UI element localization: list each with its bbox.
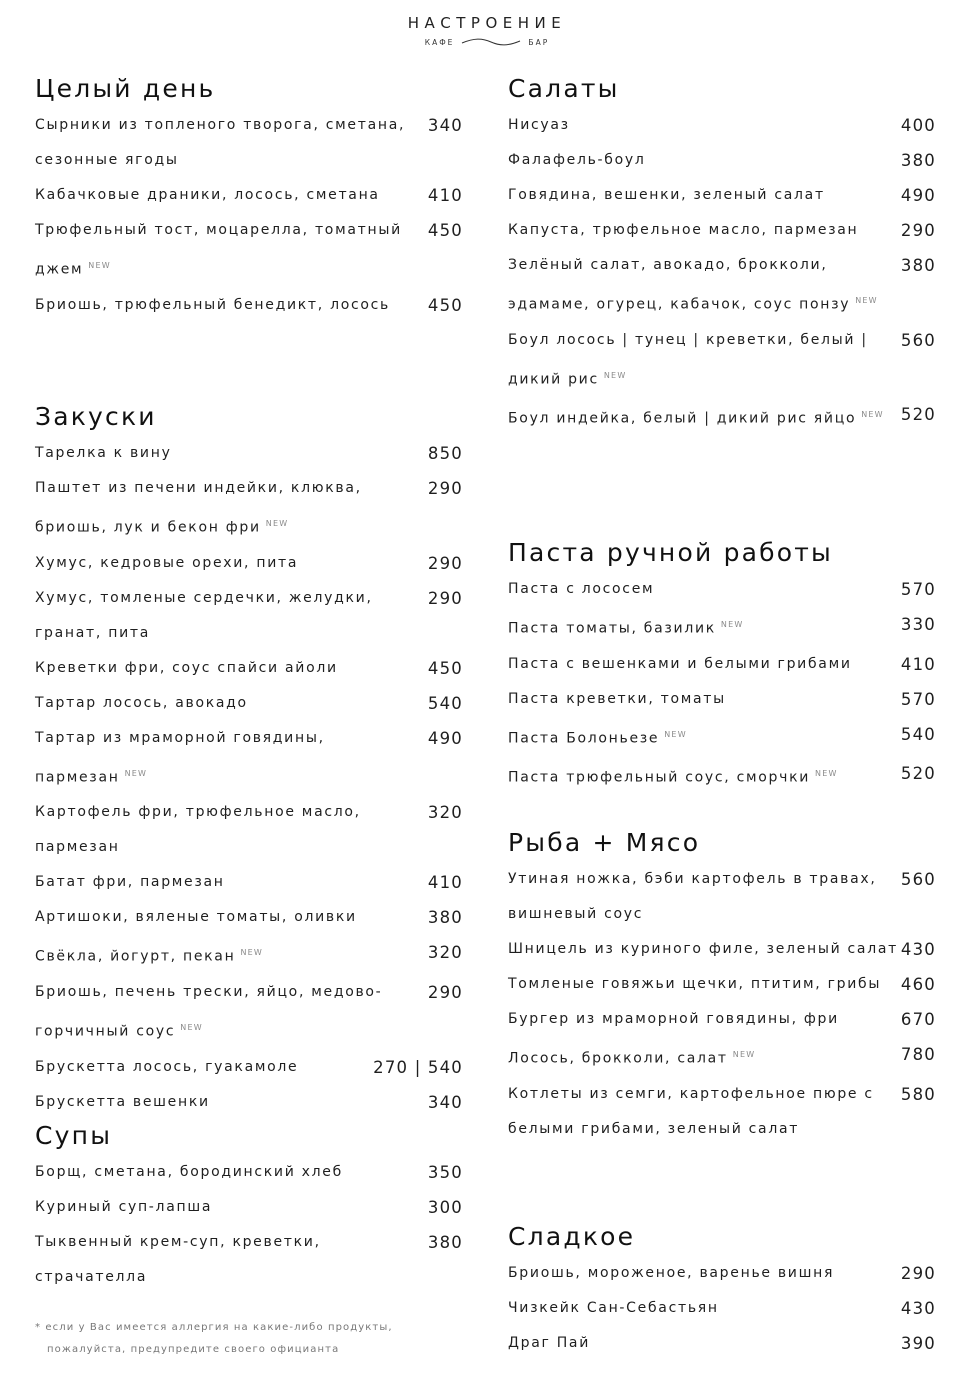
menu-item — [35, 721, 463, 796]
menu-item-name — [35, 288, 428, 323]
menu-item-name — [508, 1326, 901, 1361]
menu-item-price: 540 — [427, 693, 463, 713]
menu-item-name-text: Котлеты из семги, картофельное пюре с белыми грибами, зеленый салат — [508, 1085, 874, 1137]
menu-item-price: 320 — [427, 943, 463, 963]
menu-item-name — [508, 647, 901, 682]
menu-item-name — [35, 436, 428, 471]
menu-item-name-text: Паста с вешенками и белыми грибами — [508, 655, 852, 672]
section-appetizers — [35, 400, 463, 1120]
menu-item — [35, 865, 463, 900]
menu-item — [508, 1256, 936, 1291]
menu-item-price: 520 — [900, 405, 936, 425]
menu-item-price: 450 — [427, 221, 463, 240]
menu-item-name-text: Лосось, брокколи, салат — [508, 1050, 728, 1067]
logo — [0, 14, 974, 47]
menu-item-name — [35, 900, 428, 935]
menu-item — [35, 213, 463, 288]
menu-item-price: 520 — [900, 764, 936, 784]
section-title: Закуски — [35, 402, 157, 431]
menu-item-name-text: Тыквенный крем-суп, креветки, страчателла — [35, 1234, 321, 1285]
menu-item — [35, 935, 463, 975]
menu-item — [35, 1190, 463, 1225]
menu-item-price: 290 — [427, 982, 463, 1002]
menu-item-name — [508, 1037, 901, 1077]
menu-item-name — [508, 1256, 901, 1291]
menu-item-name-text: Паста креветки, томаты — [508, 690, 726, 707]
section-title: Сладкое — [508, 1222, 636, 1251]
new-badge: NEW — [603, 370, 627, 380]
menu-item-name — [508, 178, 901, 213]
menu-item-price: 270 | 540 — [373, 1057, 463, 1077]
menu-item-name-text: Борщ, сметана, бородинский хлеб — [35, 1164, 343, 1180]
section-fish-meat — [508, 826, 936, 1147]
menu-item-name — [35, 1085, 428, 1120]
menu-item-price: 430 — [900, 1299, 936, 1318]
menu-item-price: 410 — [427, 873, 463, 893]
section-soups — [35, 1119, 463, 1295]
menu-item — [508, 248, 936, 323]
menu-item-name-text: Нисуаз — [508, 117, 570, 133]
menu-item-name-text: Говядина, вешенки, зеленый салат — [508, 187, 825, 203]
section-title: Рыба + Мясо — [508, 828, 701, 857]
menu-item-price: 380 — [900, 256, 936, 275]
menu-item-name-text: Бриошь, печень трески, яйцо, медово-горчичный соус — [35, 983, 383, 1040]
menu-item — [35, 108, 463, 178]
new-badge: NEW — [240, 948, 263, 958]
menu-item-price: 330 — [900, 615, 936, 634]
menu-item-price: 570 — [900, 580, 936, 599]
menu-item-name-text: Хумус, кедровые орехи, пита — [35, 554, 299, 571]
menu-item-name — [35, 721, 428, 796]
menu-item-name-text: Утиная ножка, бэби картофель в травах, вишневый соус — [508, 871, 877, 922]
menu-item-price: 320 — [427, 803, 463, 823]
menu-item-price: 290 — [900, 221, 936, 240]
menu-item-price: 850 — [427, 444, 463, 463]
menu-item-price: 400 — [900, 116, 936, 135]
section-desserts — [508, 1220, 936, 1361]
menu-item-price: 450 — [427, 658, 463, 678]
menu-item-price: 490 — [427, 728, 463, 748]
menu-item — [508, 178, 936, 213]
menu-item-name — [508, 967, 901, 1002]
menu-item-name — [35, 1190, 428, 1225]
menu-item-price: 560 — [900, 870, 936, 889]
menu-item-name — [508, 862, 901, 932]
menu-item — [508, 1037, 936, 1077]
menu-item — [508, 1291, 936, 1326]
menu-item — [508, 108, 936, 143]
menu-item — [508, 647, 936, 682]
menu-item — [508, 932, 936, 967]
menu-item-name — [35, 651, 428, 686]
menu-item-name — [35, 108, 428, 178]
menu-item — [35, 288, 463, 323]
new-badge: NEW — [861, 410, 884, 420]
menu-item-price: 430 — [900, 940, 936, 959]
menu-item-name-text: Паста томаты, базилик — [508, 620, 716, 637]
menu-item-name-text: Бриошь, трюфельный бенедикт, лосось — [35, 296, 391, 313]
menu-item-name-text: Тарелка к вину — [35, 445, 172, 461]
new-badge: NEW — [815, 769, 838, 779]
menu-item-name — [508, 213, 901, 248]
menu-item — [508, 143, 936, 178]
menu-item-name — [508, 1002, 901, 1037]
menu-item-name-text: Фалафель-боул — [508, 152, 646, 168]
menu-item-price: 450 — [427, 295, 463, 315]
menu-item-price: 290 — [427, 588, 463, 608]
section-title: Супы — [35, 1121, 113, 1150]
menu-item-price: 390 — [900, 1334, 936, 1353]
menu-item-name-text: Брускетта вешенки — [35, 1093, 210, 1110]
menu-item-name — [508, 1077, 901, 1147]
menu-item — [35, 436, 463, 471]
menu-item-price: 580 — [900, 1084, 936, 1104]
menu-item-name — [508, 323, 901, 398]
menu-item — [508, 572, 936, 607]
menu-item-name-text: Паста с лососем — [508, 581, 655, 597]
menu-item — [35, 975, 463, 1050]
menu-item-price: 410 — [427, 186, 463, 205]
menu-item-name-text: Чизкейк Сан-Себастьян — [508, 1300, 719, 1316]
menu-item — [508, 1002, 936, 1037]
new-badge: NEW — [265, 519, 289, 528]
new-badge: NEW — [180, 1022, 203, 1032]
menu-item-name-text: Тартар из мраморной говядины, пармезан — [35, 729, 325, 786]
menu-item-name-text: Трюфельный тост, моцарелла, томатный джем — [35, 222, 402, 278]
menu-item-price: 290 — [427, 553, 463, 573]
menu-item-price: 670 — [900, 1010, 936, 1029]
menu-item-name-text: Бриошь, мороженое, варенье вишня — [508, 1265, 835, 1281]
menu-item-name — [508, 682, 901, 717]
menu-item-name — [35, 213, 428, 288]
menu-item-name — [35, 935, 428, 975]
menu-item-name — [508, 248, 901, 323]
menu-item-name-text: Сырники из топленого творога, сметана, сезонные ягоды — [35, 117, 406, 168]
menu-item — [508, 607, 936, 647]
menu-item — [508, 862, 936, 932]
logo-left-word: КАФЕ — [424, 37, 455, 47]
menu-item-name-text: Картофель фри, трюфельное масло, пармезан — [35, 804, 361, 856]
menu-item-name — [35, 686, 428, 721]
menu-item — [508, 397, 936, 437]
menu-item-price: 340 — [427, 1092, 463, 1112]
menu-item-price: 540 — [900, 724, 936, 744]
logo-name: НАСТРОЕНИЕ — [407, 14, 567, 32]
new-badge: NEW — [855, 296, 878, 305]
footnote-line-1: * если у Вас имеется аллергия на какие-либо продукты, — [35, 1322, 393, 1333]
menu-item-name-text: Артишоки, вяленые томаты, оливки — [35, 909, 357, 926]
new-badge: NEW — [732, 1050, 756, 1059]
menu-item-name-text: Томленые говяжьи щечки, птитим, грибы — [508, 976, 882, 992]
new-badge: NEW — [664, 729, 687, 739]
menu-item-name-text: Зелёный салат, авокадо, брокколи, эдамаме, огурец, кабачок, соус понзу — [508, 257, 851, 313]
menu-item-name — [508, 717, 901, 757]
menu-item — [35, 546, 463, 581]
menu-item-price: 780 — [900, 1045, 936, 1064]
menu-item-price: 570 — [900, 689, 936, 709]
menu-item-name-text: Паста трюфельный соус, сморчки — [508, 769, 811, 786]
menu-item-name — [35, 546, 428, 581]
menu-item — [508, 213, 936, 248]
menu-item — [508, 323, 936, 398]
footnote-line-2: пожалуйста, предупредите своего официанта — [47, 1344, 340, 1355]
menu-item-name-text: Брускетта лосось, гуакамоле — [35, 1058, 299, 1075]
menu-item-name-text: Хумус, томленые сердечки, желудки, гранат, пита — [35, 589, 373, 641]
section-all-day — [35, 72, 463, 323]
section-salads — [508, 72, 936, 437]
menu-item — [508, 1077, 936, 1147]
menu-item-name — [35, 975, 428, 1050]
menu-item-name-text: Креветки фри, соус спайси айоли — [35, 659, 338, 676]
menu-item-name — [508, 607, 901, 647]
menu-item-price: 490 — [900, 186, 936, 205]
menu-item-price: 410 — [900, 654, 936, 674]
menu-item-name — [35, 1155, 428, 1190]
menu-item — [35, 795, 463, 865]
menu-item — [508, 967, 936, 1002]
section-title: Салаты — [508, 74, 620, 103]
menu-item-name-text: Боул индейка, белый | дикий рис яйцо — [508, 410, 857, 427]
menu-item — [35, 471, 463, 546]
menu-item-name — [508, 756, 901, 796]
section-pasta — [508, 536, 936, 796]
menu-item-name-text: Тартар лосось, авокадо — [35, 694, 248, 711]
menu-item-name — [508, 108, 901, 143]
menu-item-name — [35, 865, 428, 900]
logo-subtitle — [0, 37, 974, 47]
wave-icon — [460, 37, 522, 47]
menu-item-name — [35, 1050, 373, 1085]
menu-item-name-text: Свёкла, йогурт, пекан — [35, 948, 236, 965]
menu-item-name — [35, 471, 428, 546]
menu-item — [508, 717, 936, 757]
menu-item-name — [508, 1291, 901, 1326]
menu-item-name-text: Паштет из печени индейки, клюква, бриошь, лук и бекон фри — [35, 480, 362, 536]
menu-item — [35, 581, 463, 651]
menu-item — [35, 178, 463, 213]
section-title: Целый день — [35, 74, 216, 103]
new-badge: NEW — [124, 768, 148, 778]
menu-item-name-text: Кабачковые драники, лосось, сметана — [35, 187, 380, 203]
menu-item — [508, 1326, 936, 1361]
menu-item-name — [508, 572, 901, 607]
menu-item-price: 290 — [427, 479, 463, 498]
menu-item-name-text: Батат фри, пармезан — [35, 874, 225, 891]
menu-item — [35, 1155, 463, 1190]
menu-item-price: 380 — [900, 151, 936, 170]
new-badge: NEW — [88, 261, 111, 270]
logo-right-word: БАР — [528, 37, 550, 47]
menu-item-price: 350 — [427, 1163, 463, 1182]
menu-item-name-text: Шницель из куриного филе, зеленый салат — [508, 941, 898, 957]
menu-item — [35, 686, 463, 721]
menu-item — [35, 1225, 463, 1295]
menu-item-name — [508, 932, 901, 967]
menu-item-price: 380 — [427, 908, 463, 928]
menu-item-name — [508, 397, 901, 437]
menu-item — [508, 682, 936, 717]
new-badge: NEW — [720, 620, 744, 629]
menu-item — [508, 756, 936, 796]
menu-item-name — [35, 795, 428, 865]
section-title: Паста ручной работы — [508, 538, 833, 567]
menu-item-price: 380 — [427, 1233, 463, 1252]
menu-item-price: 460 — [900, 975, 936, 994]
menu-item-name — [35, 178, 428, 213]
menu-item-name — [35, 1225, 428, 1295]
menu-item-price: 340 — [427, 116, 463, 135]
menu-item-name-text: Паста Болоньезе — [508, 730, 660, 747]
menu-item — [35, 900, 463, 935]
menu-item-name — [35, 581, 428, 651]
menu-item-name — [508, 143, 901, 178]
menu-item-name-text: Куриный суп-лапша — [35, 1199, 213, 1215]
menu-item — [35, 1050, 463, 1085]
menu-item-name-text: Драг Пай — [508, 1335, 591, 1351]
menu-item-name-text: Бургер из мраморной говядины, фри — [508, 1011, 839, 1027]
menu-item-price: 300 — [427, 1198, 463, 1217]
menu-item — [35, 1085, 463, 1120]
menu-item — [35, 651, 463, 686]
menu-item-price: 560 — [900, 330, 936, 350]
menu-item-name-text: Капуста, трюфельное масло, пармезан — [508, 222, 859, 238]
menu-item-name-text: Боул лосось | тунец | креветки, белый | дикий рис — [508, 331, 868, 388]
menu-item-price: 290 — [900, 1264, 936, 1283]
allergy-footnote — [35, 1317, 475, 1361]
